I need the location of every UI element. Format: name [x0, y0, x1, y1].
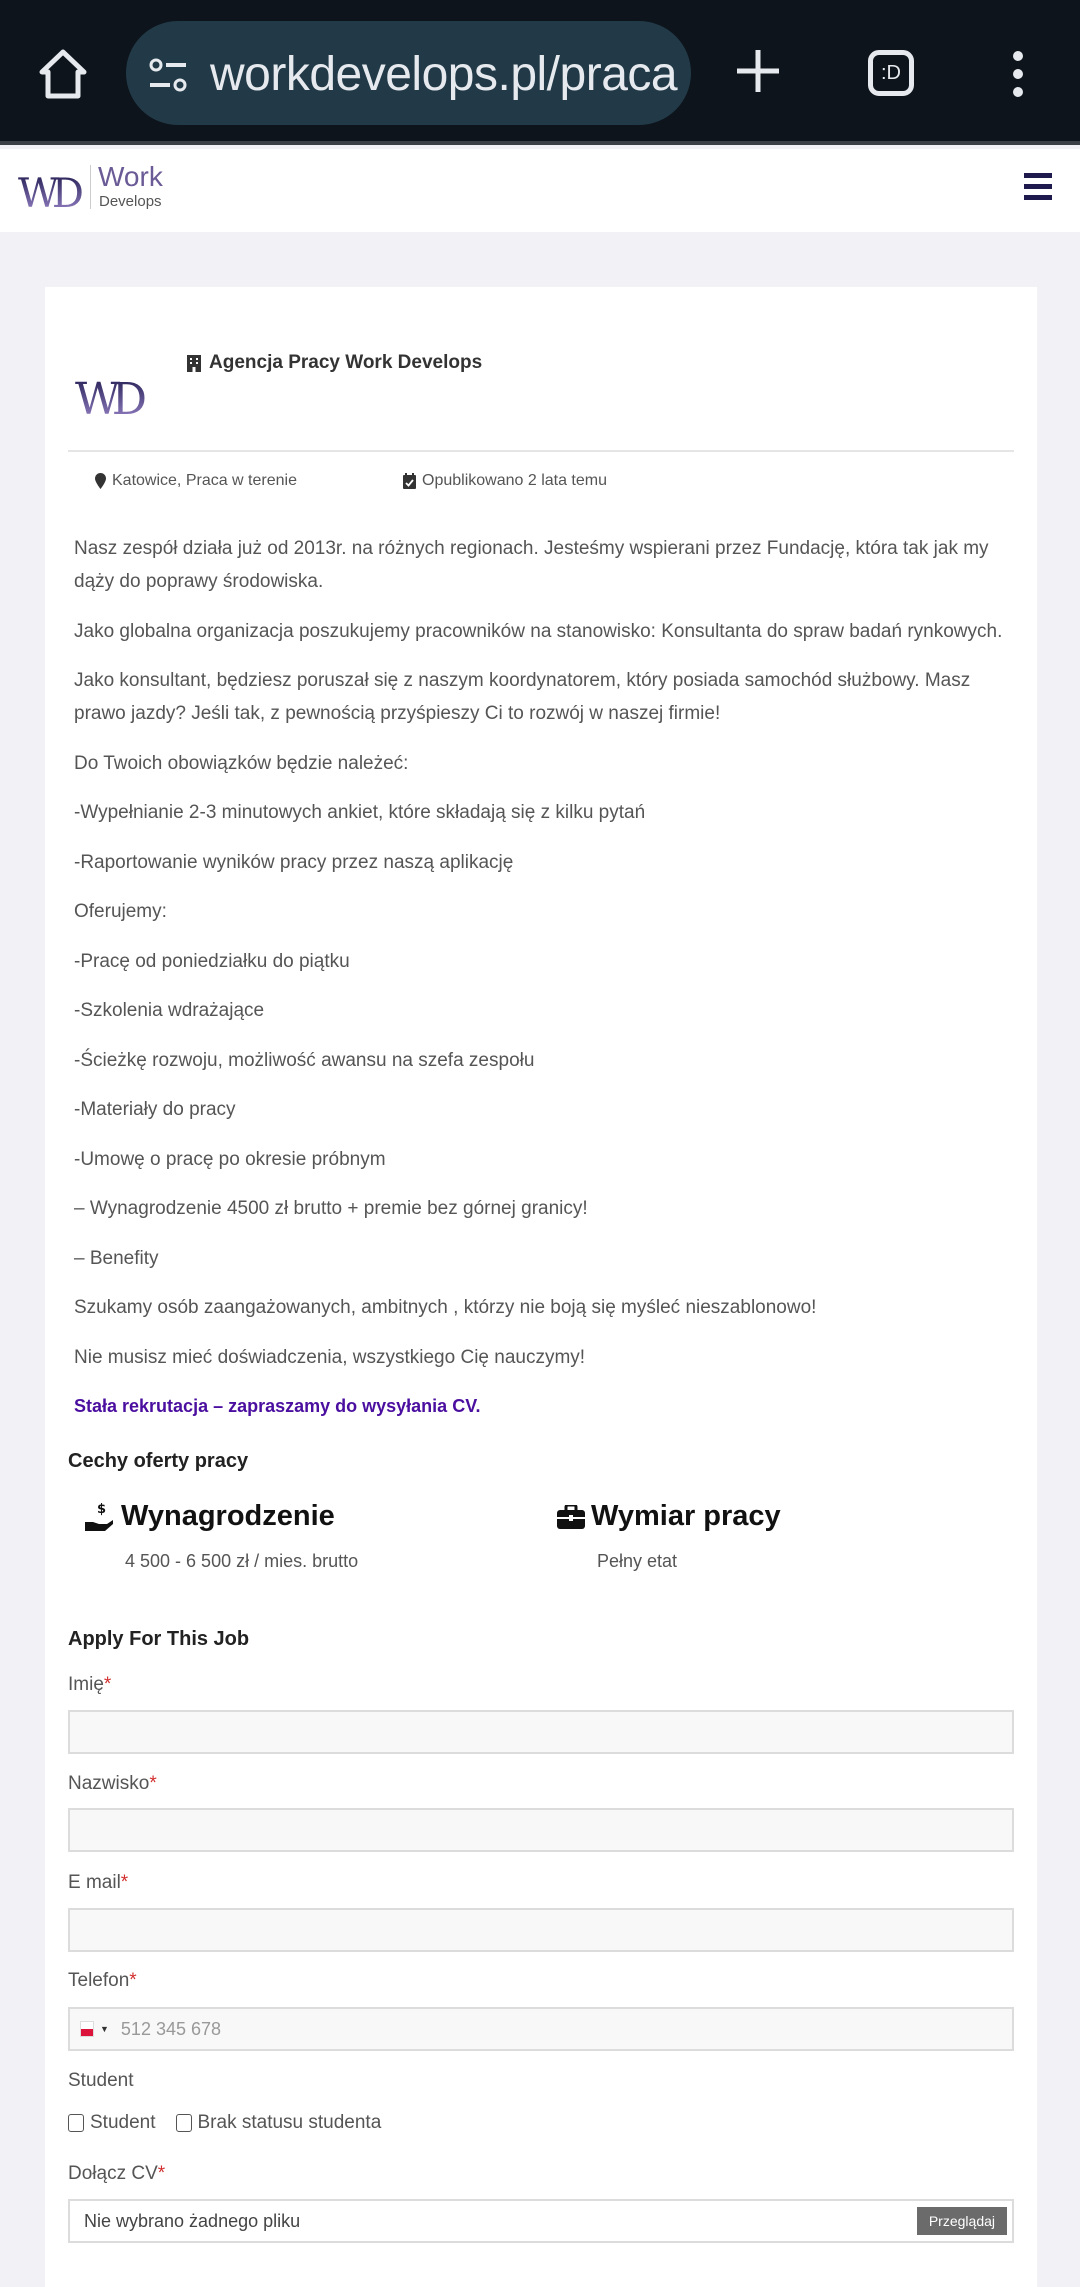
required-asterisk: *: [120, 1872, 129, 1893]
desc-paragraph: – Benefity: [74, 1247, 159, 1269]
worktime-feature: [557, 1500, 781, 1533]
features-title: Cechy oferty pracy: [68, 1450, 249, 1472]
no-student-option-label[interactable]: Brak statusu studenta: [197, 2112, 382, 2133]
site-header: [0, 149, 1080, 232]
file-status: Nie wybrano żadnego pliku: [84, 2210, 301, 2231]
required-asterisk: *: [157, 2163, 166, 2184]
desc-paragraph: Oferujemy:: [74, 901, 167, 922]
desc-paragraph: – Wynagrodzenie 4500 zł brutto + premie bez górnej granicy!: [74, 1198, 588, 1219]
company-name-text: Agencja Pracy Work Develops: [209, 352, 483, 373]
required-asterisk: *: [129, 1970, 137, 1991]
last-name-label: [68, 1773, 157, 1795]
required-asterisk: *: [149, 1773, 157, 1794]
desc-paragraph: Jako globalna organizacja poszukujemy pracowników na stanowisko: Konsultanta do spraw badań rynkowych.: [74, 620, 1003, 642]
poland-flag-icon[interactable]: [80, 2021, 94, 2037]
desc-paragraph: Jako konsultant, będziesz poruszał się z naszym koordynatorem, który posiada samochód służbowy. Masz prawo jazdy? Jeśli tak, z pewnością przyśpieszy Ci to rozwój w naszej firmie!: [74, 670, 971, 724]
recruitment-cta: Stała rekrutacja – zapraszamy do wysyłania CV.: [74, 1396, 481, 1416]
desc-paragraph: Do Twoich obowiązków będzie należeć:: [74, 752, 409, 774]
site-logo[interactable]: [18, 163, 178, 223]
country-dropdown-icon[interactable]: ▼: [100, 2024, 109, 2034]
job-published: [403, 472, 607, 490]
location-text: Katowice, Praca w terenie: [112, 472, 297, 489]
desc-paragraph: -Pracę od poniedziałku do piątku: [74, 950, 350, 972]
label-text: Imię: [68, 1674, 104, 1695]
wd-logo-mark: [18, 169, 88, 217]
salary-feature: [83, 1500, 335, 1533]
student-checkbox[interactable]: [68, 2114, 84, 2132]
desc-paragraph: -Materiały do pracy: [74, 1099, 236, 1120]
desc-paragraph: Nie musisz mieć doświadczenia, wszystkiego Cię nauczymy!: [74, 1346, 586, 1368]
site-settings-icon[interactable]: [148, 57, 188, 93]
browse-button[interactable]: Przeglądaj: [917, 2207, 1007, 2235]
phone-label: [68, 1970, 137, 1992]
divider: [68, 450, 1014, 452]
browser-toolbar: [0, 0, 1080, 145]
address-bar[interactable]: [126, 21, 691, 125]
new-tab-icon[interactable]: [735, 48, 781, 94]
logo-text-develops: Develops: [99, 193, 162, 210]
first-name-input[interactable]: [68, 1710, 1014, 1754]
salary-hand-icon: [83, 1502, 115, 1532]
student-options: [68, 2112, 381, 2134]
phone-placeholder: 512 345 678: [120, 2018, 222, 2039]
salary-value: 4 500 - 6 500 zł / mies. brutto: [125, 1551, 359, 1571]
published-text: Opublikowano 2 lata temu: [422, 472, 607, 489]
required-asterisk: *: [103, 1674, 112, 1695]
hamburger-menu-icon[interactable]: [1024, 173, 1052, 199]
desc-paragraph: -Ścieżkę rozwoju, możliwość awansu na szefa zespołu: [74, 1049, 535, 1071]
job-location: [95, 472, 297, 490]
company-name: [187, 352, 482, 374]
label-text: Nazwisko: [68, 1773, 150, 1794]
tab-switcher-button[interactable]: [868, 50, 914, 96]
svg-text:WD: WD: [75, 374, 147, 422]
cv-label: [68, 2163, 165, 2185]
email-label: [68, 1872, 128, 1894]
logo-text-work: Work: [98, 161, 163, 192]
briefcase-icon: [557, 1505, 585, 1529]
home-icon[interactable]: [38, 48, 88, 100]
desc-paragraph: -Szkolenia wdrażające: [74, 1000, 265, 1021]
first-name-label: [68, 1674, 111, 1696]
label-text: Dołącz CV: [68, 2163, 158, 2184]
desc-paragraph: Nasz zespół działa już od 2013r. na różnych regionach. Jesteśmy wspierani przez Fundację, która tak jak my dąży do poprawy środowiska.: [74, 538, 989, 592]
last-name-input[interactable]: [68, 1808, 1014, 1852]
desc-paragraph: -Wypełnianie 2-3 minutowych ankiet, które składają się z kilku pytań: [74, 802, 646, 823]
label-text: Telefon: [68, 1970, 130, 1991]
tab-count: :D: [881, 61, 901, 84]
worktime-value: Pełny etat: [597, 1551, 678, 1571]
job-description: [74, 532, 1009, 1440]
label-text: E mail: [68, 1872, 121, 1893]
worktime-label: Wymiar pracy: [591, 1500, 781, 1532]
desc-paragraph: Szukamy osób zaangażowanych, ambitnych , którzy nie boją się myśleć nieszablonowo!: [74, 1297, 817, 1318]
desc-paragraph: -Raportowanie wyników pracy przez naszą aplikację: [74, 851, 514, 873]
more-menu-icon[interactable]: [1008, 50, 1028, 98]
map-pin-icon: [95, 473, 106, 489]
apply-title: Apply For This Job: [68, 1628, 250, 1650]
svg-text:$: $: [97, 1501, 107, 1517]
email-input[interactable]: [68, 1908, 1014, 1952]
salary-label: Wynagrodzenie: [121, 1500, 335, 1532]
student-option-label[interactable]: Student: [90, 2112, 156, 2133]
student-label: Student: [68, 2070, 134, 2091]
no-student-checkbox[interactable]: [176, 2114, 192, 2132]
calendar-check-icon: [403, 473, 416, 489]
url-text[interactable]: workdevelops.pl/praca: [210, 48, 678, 101]
phone-input[interactable]: [68, 2007, 1014, 2051]
company-logo: [75, 372, 150, 422]
svg-text:WD: WD: [18, 171, 84, 217]
job-card: [45, 287, 1037, 2287]
building-icon: [187, 355, 201, 372]
desc-paragraph: -Umowę o pracę po okresie próbnym: [74, 1148, 386, 1170]
cv-file-input[interactable]: [68, 2199, 1014, 2243]
